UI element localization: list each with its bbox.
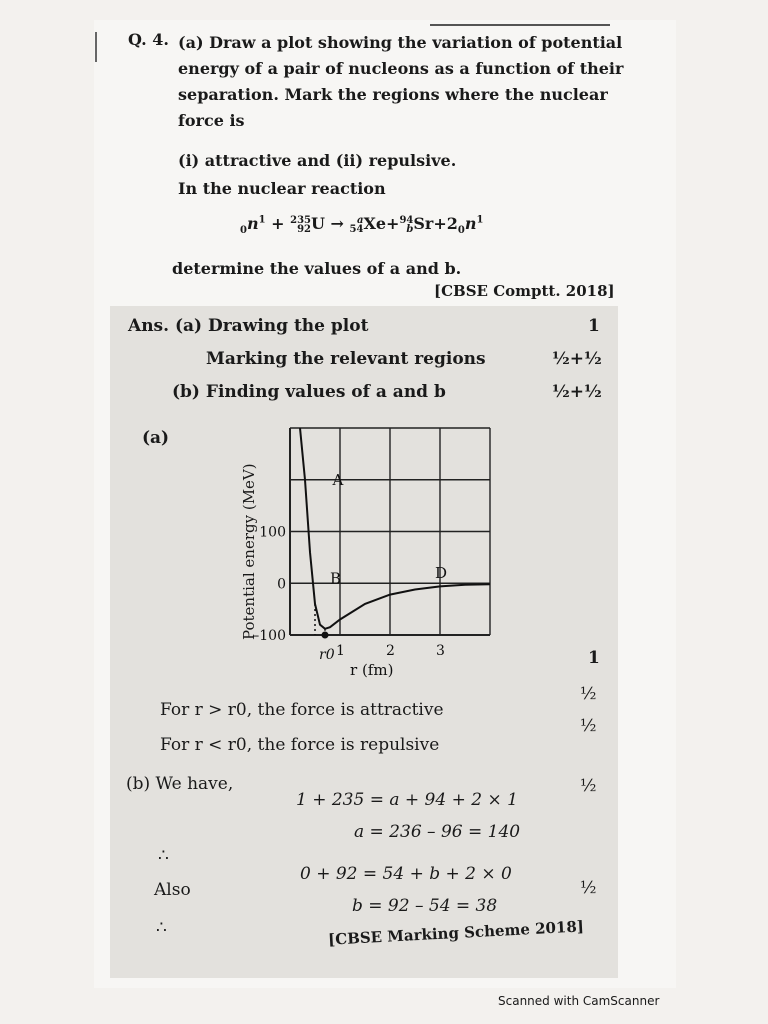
xe-indices: [350, 216, 364, 234]
n2-coefficient: 2: [446, 214, 458, 233]
question-number: Q. 4.: [128, 30, 169, 49]
therefore-1: ∴: [158, 846, 169, 866]
chart-ylabel: Potential energy (MeV): [240, 463, 258, 640]
repulsive-marks: ½: [580, 716, 597, 736]
y-tick-label: 100: [259, 524, 286, 541]
left-rule: [95, 32, 97, 62]
sr-indices: [399, 216, 413, 234]
chart-grid: [290, 428, 490, 635]
attractive-marks: ½: [580, 684, 597, 704]
equation-2: a = 236 – 96 = 140: [354, 822, 521, 842]
repulsive-statement: For r < r0, the force is repulsive: [160, 735, 440, 755]
question-line-4: force is: [178, 111, 245, 130]
n1-mass: 1: [258, 214, 266, 226]
n2-prefix: 0: [457, 225, 465, 237]
answer-row-3-label: (b) Finding values of a and b: [172, 382, 446, 402]
u-indices: [290, 216, 311, 234]
r0-point: [322, 632, 329, 639]
plus-3: +: [433, 214, 447, 233]
r0-label: r0: [319, 647, 335, 663]
equation-4: b = 92 – 54 = 38: [352, 896, 498, 916]
equation-1-marks: ½: [580, 776, 597, 796]
also-label: Also: [154, 880, 191, 900]
x-axis-label: r (fm): [350, 661, 394, 679]
y-tick-label: –100: [252, 628, 286, 644]
chart-marks: [252, 428, 490, 679]
x-tick-label: 2: [386, 643, 395, 659]
region-label: B: [330, 569, 342, 588]
x-tick-label: 1: [336, 643, 345, 659]
potential-curve: [300, 428, 490, 629]
xe-atomic: 54: [349, 223, 364, 235]
question-line-1: (a) Draw a plot showing the variation of potential: [178, 33, 623, 52]
equation-1: 1 + 235 = a + 94 + 2 × 1: [296, 790, 518, 810]
question-cases: (i) attractive and (ii) repulsive.: [178, 151, 457, 170]
plus-2: +: [386, 214, 400, 233]
sr-symbol: Sr: [413, 214, 434, 233]
part-a-label: (a): [142, 428, 170, 448]
reaction-intro: In the nuclear reaction: [178, 179, 386, 198]
attractive-statement: For r > r0, the force is attractive: [160, 700, 444, 720]
answer-row-2-marks: ½+½: [552, 349, 602, 369]
region-label: D: [435, 564, 448, 583]
equation-3: 0 + 92 = 54 + b + 2 × 0: [300, 864, 512, 884]
potential-energy-chart: [235, 410, 535, 680]
sr-mass: 94: [399, 214, 414, 226]
determine-text: determine the values of a and b.: [172, 259, 462, 278]
scanner-footer: Scanned with CamScanner: [498, 994, 660, 1008]
answer-row-1-marks: 1: [588, 316, 600, 336]
region-label: A: [332, 470, 344, 489]
we-have: (b) We have,: [126, 774, 234, 794]
xe-symbol: Xe: [363, 214, 387, 233]
x-tick-label: 3: [436, 643, 445, 659]
n1-prefix: 0: [240, 225, 247, 237]
n2-mass: 1: [476, 214, 484, 226]
question-line-3: separation. Mark the regions where the nuclear: [178, 85, 608, 104]
u-mass: 235: [290, 214, 312, 226]
xe-mass: a: [356, 214, 364, 226]
y-tick-label: 0: [277, 576, 286, 593]
question-source: [CBSE Comptt. 2018]: [434, 282, 615, 300]
therefore-2: ∴: [156, 918, 167, 938]
nuclear-reaction: [240, 214, 483, 236]
arrow: →: [330, 214, 344, 233]
answer-row-2-label: Marking the relevant regions: [206, 349, 486, 369]
answer-source: [CBSE Marking Scheme 2018]: [327, 917, 585, 949]
plus-1: +: [271, 214, 285, 233]
n1-symbol: n: [246, 214, 259, 233]
question-line-2: energy of a pair of nucleons as a function of their: [178, 59, 624, 78]
graph-marks: 1: [588, 648, 600, 668]
n2-symbol: n: [464, 214, 477, 233]
answer-row-3-marks: ½+½: [552, 382, 602, 402]
equation-4-marks: ½: [580, 878, 597, 898]
sr-atomic: b: [406, 223, 414, 235]
u-symbol: U: [311, 214, 325, 233]
top-rule: [430, 24, 610, 26]
answer-row-1-label: Ans. (a) Drawing the plot: [128, 316, 369, 336]
u-atomic: 92: [297, 223, 312, 235]
